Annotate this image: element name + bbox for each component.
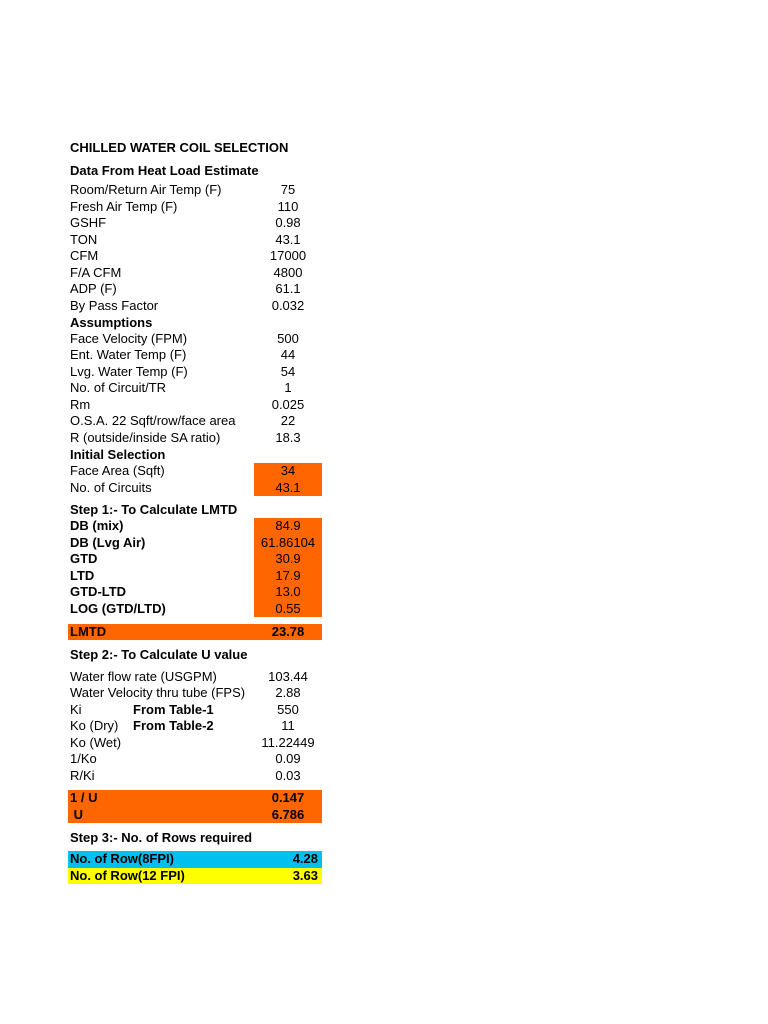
cell-value: 0.98 [275, 215, 301, 230]
cell-label: ADP (F) [70, 281, 117, 296]
row-bypass-factor [68, 298, 322, 315]
cell-label: Rm [70, 396, 91, 412]
cell-label: Ki [70, 701, 82, 717]
section-heat-load: Data From Heat Load Estimate [70, 163, 259, 178]
cell-value: 44 [280, 347, 296, 362]
cell-value: 54 [280, 363, 296, 379]
cell-label: Room/Return Air Temp (F) [70, 182, 222, 197]
row-no-of-circuits [68, 480, 322, 497]
row-ent-water-temp [68, 347, 322, 364]
cell-value: 0.09 [275, 751, 301, 766]
cell-value-highlight: 30.9 [254, 551, 322, 568]
cell-value: 110 [277, 198, 299, 214]
row-1-over-u [68, 790, 322, 807]
cell-value: 0.147 [271, 790, 305, 805]
cell-label: No. of Circuit/TR [70, 380, 167, 395]
section-step1: Step 1:- To Calculate LMTD [70, 502, 238, 517]
cell-label: 1 / U [70, 790, 98, 805]
row-db-mix [68, 518, 322, 535]
cell-value: 3.63 [292, 867, 318, 883]
cell-value: 23.78 [271, 623, 305, 639]
cell-label: Face Area (Sqft) [70, 463, 165, 478]
row-fresh-air-temp [68, 199, 322, 216]
cell-label: Water Velocity thru tube (FPS) [70, 685, 246, 700]
cell-label: R/Ki [70, 767, 95, 783]
cell-value: 75 [280, 182, 296, 197]
sheet-title: CHILLED WATER COIL SELECTION [70, 140, 289, 155]
cell-value: 550 [277, 701, 299, 717]
row-ltd [68, 568, 322, 585]
row-osa [68, 413, 322, 430]
cell-label: TON [70, 231, 98, 247]
cell-value: 0.03 [275, 767, 301, 783]
cell-label: LMTD [70, 623, 107, 639]
cell-label: No. of Circuits [70, 479, 152, 495]
row-adp [68, 281, 322, 298]
row-u [68, 807, 322, 824]
section-initial: Initial Selection [70, 447, 166, 462]
cell-label: GSHF [70, 215, 107, 230]
row-fa-cfm [68, 265, 322, 282]
row-db-lvg-air [68, 535, 322, 552]
cell-value: 18.3 [275, 429, 301, 445]
section-step3: Step 3:- No. of Rows required [70, 830, 253, 845]
cell-value: 43.1 [275, 231, 301, 247]
cell-label: GTD [70, 551, 98, 566]
row-rm [68, 397, 322, 414]
cell-value-highlight: 34 [254, 463, 322, 480]
row-ko-dry [68, 718, 322, 735]
cell-label: By Pass Factor [70, 297, 159, 313]
cell-note: From Table-2 [133, 718, 214, 733]
cell-value: 103.44 [268, 668, 308, 684]
row-face-area [68, 463, 322, 480]
cell-label: R (outside/inside SA ratio) [70, 429, 221, 445]
cell-label: DB (mix) [70, 518, 124, 533]
row-gtd [68, 551, 322, 568]
row-rows-8fpi [68, 851, 322, 868]
row-room-temp [68, 182, 322, 199]
cell-label: DB (Lvg Air) [70, 534, 146, 550]
cell-label: No. of Row(12 FPI) [70, 867, 185, 883]
cell-value: 0.025 [271, 396, 305, 412]
cell-label: 1/Ko [70, 751, 97, 766]
cell-label: GTD-LTD [70, 584, 127, 599]
cell-value: 22 [280, 413, 296, 428]
cell-label: Fresh Air Temp (F) [70, 198, 178, 214]
cell-label: Ent. Water Temp (F) [70, 347, 187, 362]
row-lvg-water-temp [68, 364, 322, 381]
cell-value-highlight: 84.9 [254, 518, 322, 535]
row-ki [68, 702, 322, 719]
row-lmtd [68, 624, 322, 641]
cell-label: Face Velocity (FPM) [70, 330, 188, 346]
section-step2: Step 2:- To Calculate U value [70, 647, 248, 662]
cell-value: 6.786 [271, 806, 305, 822]
cell-value-highlight: 61.86104 [254, 535, 322, 552]
cell-value-highlight: 43.1 [254, 480, 322, 497]
cell-label: U [70, 806, 83, 822]
row-water-flow-rate [68, 669, 322, 686]
cell-label: Ko (Wet) [70, 734, 122, 750]
cell-value: 11 [281, 718, 295, 733]
cell-value: 61.1 [275, 281, 301, 296]
cell-label: Lvg. Water Temp (F) [70, 363, 188, 379]
cell-label: F/A CFM [70, 264, 122, 280]
row-circuit-per-tr [68, 380, 322, 397]
row-log-gtd-ltd [68, 601, 322, 618]
cell-value-highlight: 0.55 [254, 601, 322, 618]
cell-label: No. of Row(8FPI) [70, 851, 174, 866]
section-assumptions: Assumptions [70, 315, 153, 330]
cell-value: 11.22449 [261, 734, 315, 750]
cell-note: From Table-1 [133, 701, 214, 717]
row-face-velocity [68, 331, 322, 348]
row-gshf [68, 215, 322, 232]
cell-value: 1 [284, 380, 292, 395]
cell-value: 500 [277, 330, 299, 346]
row-cfm [68, 248, 322, 265]
cell-value-highlight: 17.9 [254, 568, 322, 585]
cell-value: 0.032 [271, 297, 305, 313]
cell-label: LTD [70, 567, 95, 583]
cell-label: Water flow rate (USGPM) [70, 668, 217, 684]
cell-value: 2.88 [275, 685, 301, 700]
row-1-ko [68, 751, 322, 768]
row-r-ratio [68, 430, 322, 447]
cell-label: CFM [70, 248, 99, 263]
cell-label: O.S.A. 22 Sqft/row/face area [70, 413, 236, 428]
cell-value: 4.28 [292, 851, 318, 866]
cell-value-highlight: 13.0 [254, 584, 322, 601]
cell-value: 17000 [269, 248, 307, 263]
row-ko-wet [68, 735, 322, 752]
cell-value: 4800 [273, 264, 303, 280]
cell-label: LOG (GTD/LTD) [70, 600, 166, 616]
cell-label: Ko (Dry) [70, 718, 119, 733]
row-water-velocity [68, 685, 322, 702]
row-rows-12fpi [68, 868, 322, 885]
row-r-ki [68, 768, 322, 785]
row-gtd-ltd [68, 584, 322, 601]
row-ton [68, 232, 322, 249]
